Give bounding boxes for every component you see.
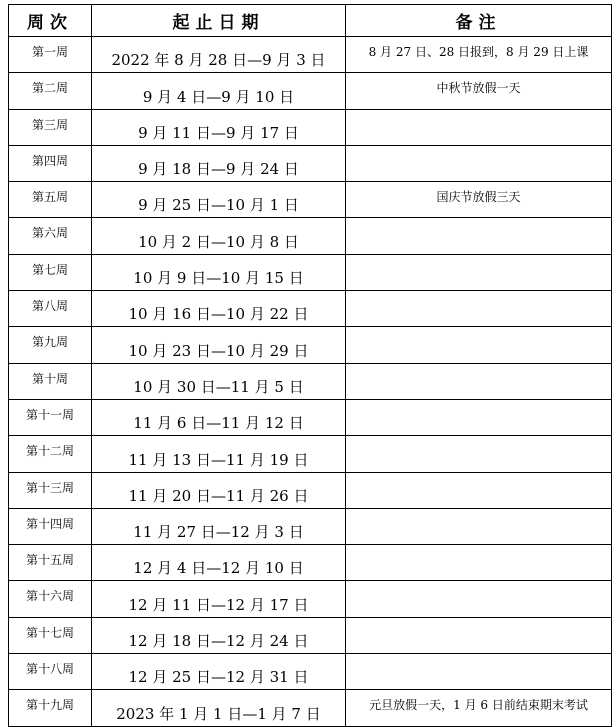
table-row <box>9 254 612 290</box>
week-cell: 第十六周 <box>9 581 92 617</box>
note-cell <box>346 654 612 690</box>
week-cell: 第十八周 <box>9 654 92 690</box>
table-row <box>9 690 612 726</box>
table-row <box>9 37 612 73</box>
note-cell: 元旦放假一天，1 月 6 日前结束期末考试 <box>346 690 612 726</box>
week-cell: 第十二周 <box>9 436 92 472</box>
week-cell: 第一周 <box>9 37 92 73</box>
header-note: 备注 <box>346 5 612 37</box>
table-row <box>9 654 612 690</box>
table-row <box>9 291 612 327</box>
dates-cell: 12 月 18 日—12 月 24 日 <box>92 617 346 653</box>
table-row <box>9 145 612 181</box>
week-cell: 第九周 <box>9 327 92 363</box>
note-cell <box>346 581 612 617</box>
note-cell <box>346 109 612 145</box>
dates-cell: 9 月 4 日—9 月 10 日 <box>92 73 346 109</box>
note-cell: 中秋节放假一天 <box>346 73 612 109</box>
week-cell: 第十周 <box>9 363 92 399</box>
header-row <box>9 5 612 37</box>
week-cell: 第五周 <box>9 182 92 218</box>
dates-cell: 12 月 11 日—12 月 17 日 <box>92 581 346 617</box>
table-row <box>9 363 612 399</box>
note-cell <box>346 327 612 363</box>
note-cell <box>346 291 612 327</box>
dates-cell: 2023 年 1 月 1 日—1 月 7 日 <box>92 690 346 726</box>
dates-cell: 2022 年 8 月 28 日—9 月 3 日 <box>92 37 346 73</box>
note-cell <box>346 254 612 290</box>
note-cell <box>346 508 612 544</box>
table-row <box>9 581 612 617</box>
dates-cell: 10 月 30 日—11 月 5 日 <box>92 363 346 399</box>
dates-cell: 11 月 20 日—11 月 26 日 <box>92 472 346 508</box>
note-cell <box>346 145 612 181</box>
note-cell <box>346 363 612 399</box>
table-row <box>9 436 612 472</box>
table-row <box>9 399 612 435</box>
dates-cell: 10 月 16 日—10 月 22 日 <box>92 291 346 327</box>
note-cell <box>346 399 612 435</box>
dates-cell: 10 月 23 日—10 月 29 日 <box>92 327 346 363</box>
dates-cell: 12 月 4 日—12 月 10 日 <box>92 545 346 581</box>
dates-cell: 9 月 18 日—9 月 24 日 <box>92 145 346 181</box>
dates-cell: 10 月 2 日—10 月 8 日 <box>92 218 346 254</box>
week-cell: 第十一周 <box>9 399 92 435</box>
dates-cell: 9 月 11 日—9 月 17 日 <box>92 109 346 145</box>
dates-cell: 11 月 27 日—12 月 3 日 <box>92 508 346 544</box>
table-row <box>9 182 612 218</box>
table-row <box>9 109 612 145</box>
week-cell: 第十四周 <box>9 508 92 544</box>
note-cell <box>346 472 612 508</box>
note-cell <box>346 436 612 472</box>
week-cell: 第十九周 <box>9 690 92 726</box>
week-cell: 第十七周 <box>9 617 92 653</box>
week-cell: 第十五周 <box>9 545 92 581</box>
week-cell: 第七周 <box>9 254 92 290</box>
dates-cell: 12 月 25 日—12 月 31 日 <box>92 654 346 690</box>
table-row <box>9 327 612 363</box>
week-cell: 第二周 <box>9 73 92 109</box>
week-cell: 第八周 <box>9 291 92 327</box>
table-row <box>9 472 612 508</box>
note-cell <box>346 545 612 581</box>
note-cell <box>346 218 612 254</box>
dates-cell: 10 月 9 日—10 月 15 日 <box>92 254 346 290</box>
table-row <box>9 73 612 109</box>
header-week: 周次 <box>9 5 92 37</box>
week-cell: 第十三周 <box>9 472 92 508</box>
week-cell: 第六周 <box>9 218 92 254</box>
dates-cell: 9 月 25 日—10 月 1 日 <box>92 182 346 218</box>
dates-cell: 11 月 13 日—11 月 19 日 <box>92 436 346 472</box>
table-row <box>9 545 612 581</box>
note-cell <box>346 617 612 653</box>
semester-calendar-table <box>8 4 612 727</box>
table-row <box>9 617 612 653</box>
table-row <box>9 508 612 544</box>
note-cell: 8 月 27 日、28 日报到，8 月 29 日上课 <box>346 37 612 73</box>
header-dates: 起止日期 <box>92 5 346 37</box>
table-row <box>9 218 612 254</box>
dates-cell: 11 月 6 日—11 月 12 日 <box>92 399 346 435</box>
week-cell: 第四周 <box>9 145 92 181</box>
week-cell: 第三周 <box>9 109 92 145</box>
note-cell: 国庆节放假三天 <box>346 182 612 218</box>
